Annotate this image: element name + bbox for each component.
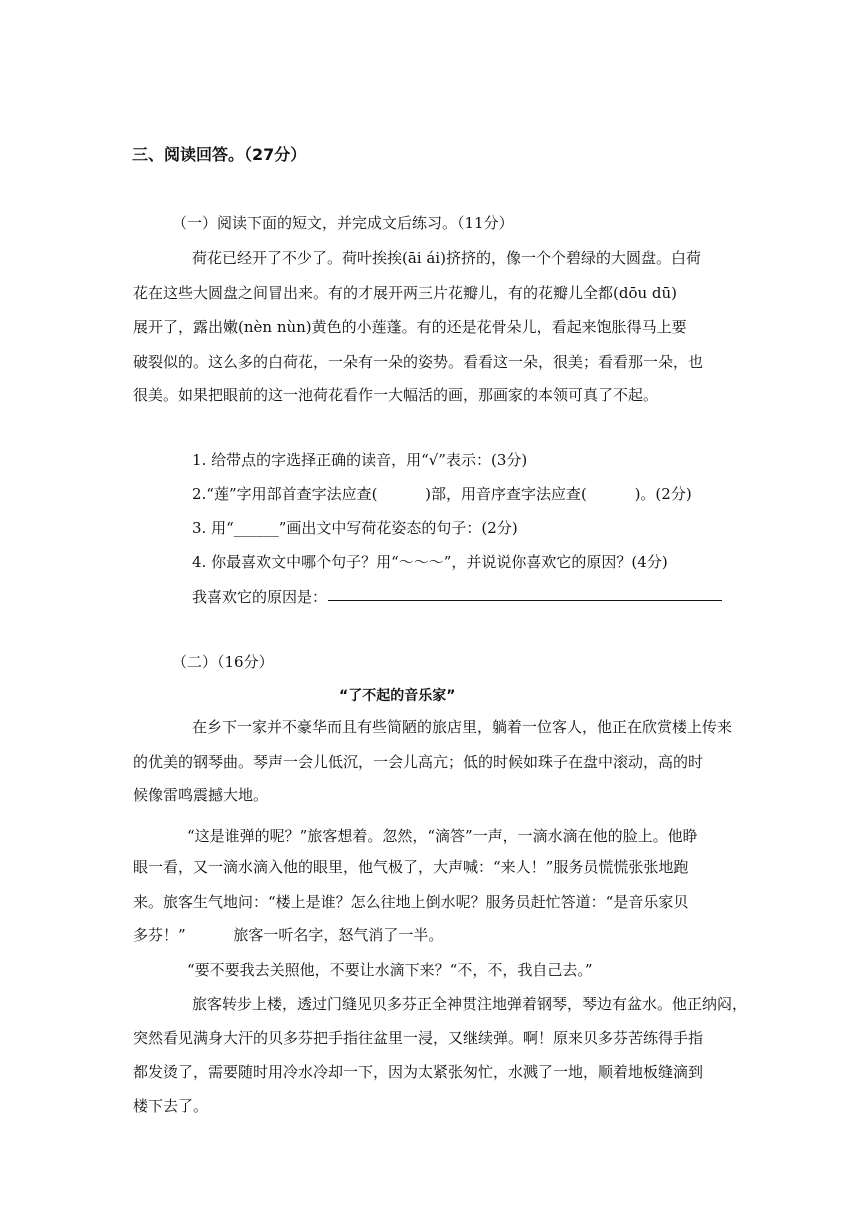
- part2-line-6: 来。旅客生气地问：“楼上是谁？怎么往地上倒水呢？服务员赶忙答道：“是音乐家贝: [133, 893, 689, 911]
- part2-line-4: “这是谁弹的呢？”旅客想着。忽然，“滴答”一声，一滴水滴在他的脸上。他睁: [187, 827, 698, 845]
- answer-blank-line[interactable]: [328, 600, 722, 601]
- part2-line-1: 在乡下一家并不豪华而且有些简陋的旅店里，躺着一位客人，他正在欣赏楼上传来: [192, 718, 733, 736]
- question-2: 2.“莲”字用部首查字法应查( )部，用音序查字法应查( )。(2分): [192, 485, 692, 503]
- section-heading: 三、阅读回答。（27分）: [132, 145, 307, 164]
- part2-line-11: 都发烫了，需要随时用冷水冷却一下，因为太紧张匆忙，水溅了一地，顺着地板缝滴到: [133, 1063, 704, 1081]
- part2-line-9: 旅客转步上楼，透过门缝见贝多芬正全神贯注地弹着钢琴，琴边有盆水。他正纳闷，: [192, 995, 748, 1013]
- part2-line-3: 候像雷鸣震撼大地。: [133, 786, 269, 804]
- part1-line-4: 破裂似的。这么多的白荷花，一朵有一朵的姿势。看看这一朵，很美；看看那一朵，也: [133, 353, 704, 371]
- part2-line-10: 突然看见满身大汗的贝多芬把手指往盆里一浸，又继续弹。啊！原来贝多芬苦练得手指: [133, 1029, 704, 1047]
- part1-line-3: 展开了，露出嫩(nèn nùn)黄色的小莲蓬。有的还是花骨朵儿，看起来饱胀得马上要: [133, 318, 687, 336]
- passage-title: “了不起的音乐家”: [339, 688, 456, 704]
- part1-intro: （一）阅读下面的短文，并完成文后练习。（11分）: [172, 214, 514, 232]
- question-1: 1. 给带点的字选择正确的读音，用“√”表示：(3分): [192, 451, 528, 469]
- part2-line-5: 眼一看，又一滴水滴入他的眼里，他气极了，大声喊：“来人！”服务员慌慌张张地跑: [133, 858, 689, 876]
- part2-line-12: 楼下去了。: [133, 1097, 209, 1115]
- question-3: 3. 用“______”画出文中写荷花姿态的句子：(2分): [192, 519, 518, 537]
- part2-intro: （二）（16分）: [172, 653, 274, 671]
- part1-line-5: 很美。如果把眼前的这一池荷花看作一大幅活的画，那画家的本领可真了不起。: [133, 386, 659, 404]
- part1-line-2: 花在这些大圆盘之间冒出来。有的才展开两三片花瓣儿，有的花瓣儿全都(dōu dū): [133, 284, 678, 302]
- part1-line-1: 荷花已经开了不少了。荷叶挨挨(āi ái)挤挤的，像一个个碧绿的大圆盘。白荷: [192, 249, 701, 267]
- part2-line-7: 多芬！” 旅客一听名字，怒气消了一半。: [133, 926, 444, 944]
- part2-line-8: “要不要我去关照他，不要让水滴下来？“不，不，我自己去。”: [187, 961, 593, 979]
- part2-line-2: 的优美的钢琴曲。琴声一会儿低沉，一会儿高亢；低的时候如珠子在盘中滚动，高的时: [133, 753, 704, 771]
- answer-prompt: 我喜欢它的原因是：: [192, 588, 328, 606]
- question-4: 4. 你最喜欢文中哪个句子？用“～～～”，并说说你喜欢它的原因？(4分): [192, 553, 668, 571]
